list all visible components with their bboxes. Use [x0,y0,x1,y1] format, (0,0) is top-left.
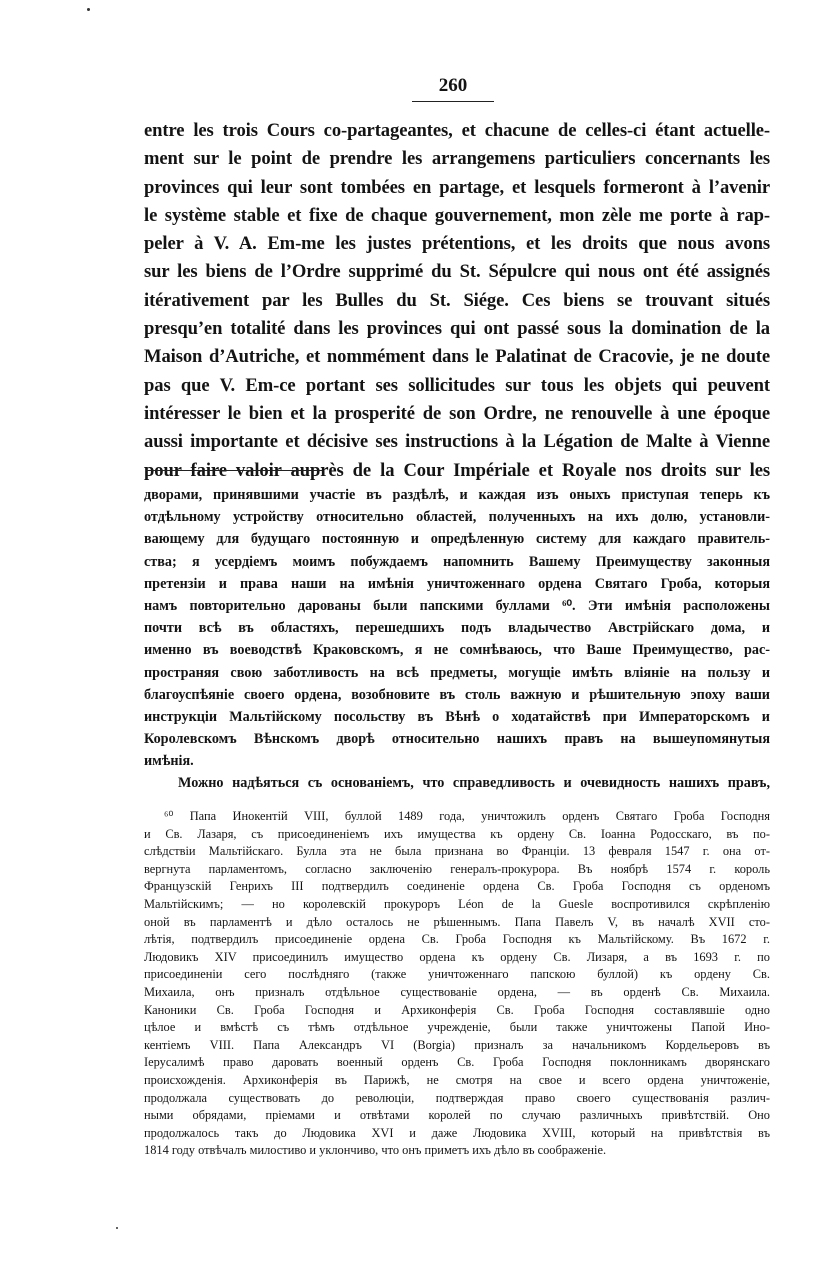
scan-speck [87,8,90,11]
text-line: intéresser le bien et la prosperité de son Ordre, ne renouvelle à une époque [144,402,770,424]
footnote-line: цѣлое и вмѣстѣ съ тѣмъ отдѣльное учрежденіе, были также уничтожены Папой Ино- [144,1020,770,1035]
footnote-line: происхожденія. Архиконферія въ Парижѣ, не смотря на свое и всего ордена уничтоженіе, [144,1072,770,1087]
footnote-line: продолжалось такъ до Людовика XVI и даже Людовика XVIII, который на привѣтствія въ [144,1125,770,1140]
footnote-line: присоединеніи сего послѣдняго (также уничтоженнаго папскою буллой) къ ордену Св. [144,967,770,982]
footnote-line: 1814 году отвѣчалъ милостиво и уклончиво, что онъ приметъ ихъ дѣло въ соображеніе. [144,1143,607,1158]
text-line: ment sur le point de prendre les arrangemens particuliers concernants les [144,148,770,170]
translation-line: Можно надѣяться съ основаніемъ, что справедливость и очевидность нашихъ правъ, [178,775,770,792]
text-line: Maison d’Autriche, et nommément dans le Palatinat de Cracovie, je ne doute [144,346,770,368]
translation-line: инструкціи Мальтійскому посольству въ Вѣнѣ о ходатайствѣ при Императорскомъ и [144,708,770,725]
translation-line: отдѣльному устройству относительно областей, полученныхъ на ихъ долю, установли- [144,509,770,526]
footnote-line: продолжала существовать до революціи, подтверждая право своего существованія различ- [144,1090,770,1105]
footnote-line: и Св. Лазаря, съ присоединеніемъ ихъ имущества къ ордену Св. Іоанна Родосскаго, въ по- [144,826,770,841]
footnote-line: ными обрядами, пріемами и отвѣтами королей по случаю различныхъ привѣтствій. Оно [144,1108,770,1123]
russian-translation-block [144,484,770,795]
text-line: itérativement par les Bulles du St. Siége. Ces biens se trouvant situés [144,289,770,311]
page-number: 260 [412,73,494,102]
translation-line: имѣнія. [144,753,194,770]
footnote-block [144,808,770,1160]
text-line: sur les biens de l’Ordre supprimé du St. Sépulcre qui nous ont été assignés [144,261,770,283]
translation-line: именно въ воеводствѣ Краковскомъ, я не сомнѣваюсь, что Ваше Преимущество, рас- [144,642,770,659]
translation-line: дворами, принявшими участіе въ раздѣлѣ, и каждая изъ оныхъ приступая теперь къ [144,487,770,503]
text-line: entre les trois Cours co-partageantes, et chacune de celles-ci étant actuelle- [144,120,770,141]
translation-line: намъ повторительно дарованы были папскими буллами ⁶⁰. Эти имѣнія расположены [144,597,770,614]
translation-line: почти всѣ въ областяхъ, перешедшихъ подъ владычество Австрійскаго дома, и [144,620,770,637]
text-line: presqu’en totalité dans les provinces qui ont passé sous la domination de la [144,318,770,340]
footnote-line: Мальтійскимъ; — но королевскій прокуроръ Léon de la Guesle воспротивился скрѣпленію [144,896,770,911]
section-divider [146,470,322,471]
footnote-line: вергнута парламентомъ, согласно заключенію генералъ-прокурора. Въ ноябрѣ 1574 г. король [144,861,770,876]
footnote-line: ⁶⁰ Папа Инокентій VIII, буллой 1489 года, уничтожилъ орденъ Святаго Гроба Господня [164,809,770,823]
footnote-line: Людовикъ XIV присоединилъ имущество ордена къ ордену Св. Лизаря, а въ 1693 г. по [144,949,770,964]
text-line: pas que V. Em-ce portant ses sollicitudes sur tous les objets qui peuvent [144,374,770,396]
footnote-line: слѣдствіи Мальтійскаго. Булла эта не была признана во Франціи. 13 февраля 1547 г. она от- [144,844,770,859]
translation-line: Королевскомъ Вѣнскомъ дворѣ относительно нашихъ правъ на вышеупомянутыя [144,731,770,748]
footnote-line: Французскій Генрихъ III подтвердилъ соединеніе ордена Св. Гроба Господня съ орденомъ [144,879,770,894]
footnote-line: кентіемъ VIII. Папа Александръ VI (Borgia) призналъ за начальникомъ Кордельеровъ въ [144,1037,770,1052]
footnote-line: Михаила, онъ призналъ отдѣльное существованіе ордена, — въ орденѣ Св. Михаила. [144,984,770,999]
translation-line: благоуспѣяніе своего ордена, возобновите въ столь важную и рѣшительную эпоху ваши [144,686,770,703]
text-line: le système stable et fixe de chaque gouvernement, mon zèle me porte à rap- [144,204,770,226]
french-text-block [144,117,770,485]
footnote-line: Іерусалимѣ право даровать военный орденъ Св. Гроба Господня поклонникамъ дворянскаго [144,1055,770,1070]
text-line: pour faire valoir auprès de la Cour Impériale et Royale nos droits sur les [144,459,770,481]
footnote-line: оной въ парламентѣ и дѣло осталось не рѣшеннымъ. Папа Павелъ V, въ началѣ XVII сто- [144,914,770,929]
translation-line: пространяя свою заботливость на всѣ предметы, могущіе имѣть вліяніе на пользу и [144,664,770,681]
text-line: peler à V. A. Em-me les justes prétentions, et les droits que nous avons [144,233,770,255]
footnote-line: лѣтія, подтвердилъ присоединеніе ордена Св. Гроба Господня къ Мальтійскому. Въ 1672 г. [144,932,770,947]
text-line: aussi importante et décisive ses instructions à la Légation de Malte à Vienne [144,431,770,453]
translation-line: претензіи и права наши на имѣнія уничтоженнаго ордена Святаго Гроба, которыя [144,575,770,592]
text-line: provinces qui leur sont tombées en partage, et lesquels formeront à l’avenir [144,176,770,198]
scan-speck [116,1227,118,1229]
footnote-line: Каноники Св. Гроба Господня и Архиконферія Св. Гроба Господня составлявшіе одно [144,1002,770,1017]
translation-line: ства; я усердіемъ моимъ побуждаемъ напомнить Вашему Преимуществу законныя [144,553,770,570]
translation-line: вающему для будущаго постоянную и опредѣленную систему для каждаго правитель- [144,531,770,548]
